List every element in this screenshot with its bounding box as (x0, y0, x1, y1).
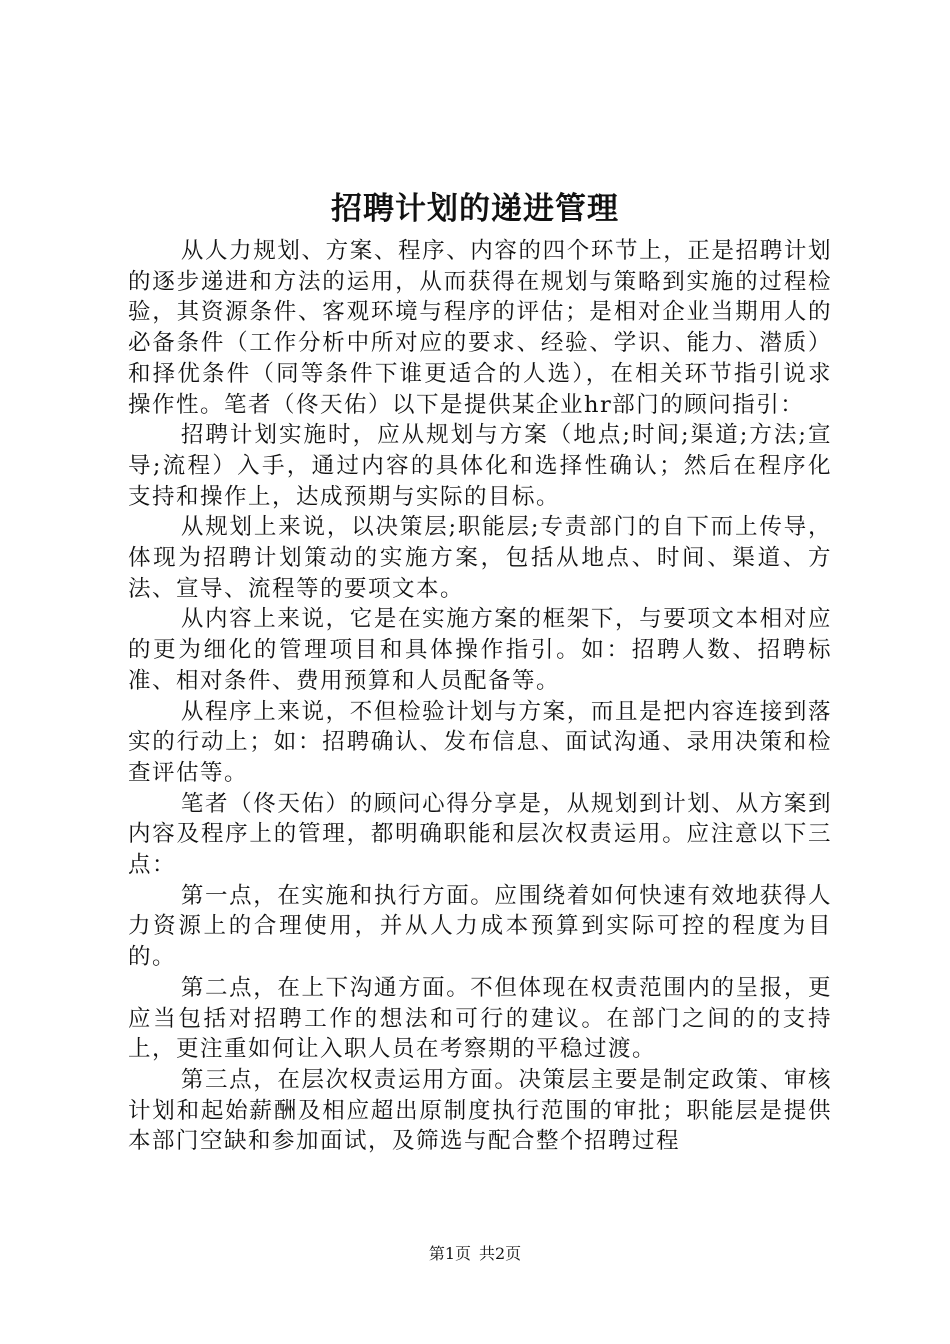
document-body (128, 236, 832, 1157)
paragraph: 第三点，在层次权责运用方面。决策层主要是制定政策、审核计划和起始薪酬及相应超出原制度执行范围的审批；职能层是提供本部门空缺和参加面试，及筛选与配合整个招聘过程 (128, 1066, 832, 1155)
paragraph: 招聘计划实施时，应从规划与方案（地点;时间;渠道;方法;宣导;流程）入手，通过内容的具体化和选择性确认；然后在程序化支持和操作上，达成预期与实际的目标。 (128, 422, 832, 510)
paragraph: 第二点，在上下沟通方面。不但体现在权责范围内的呈报，更应当包括对招聘工作的想法和可行的建议。在部门之间的的支持上，更注重如何让入职人员在考察期的平稳过渡。 (128, 974, 832, 1063)
paragraph: 笔者（佟天佑）的顾问心得分享是，从规划到计划、从方案到内容及程序上的管理，都明确职能和层次权责运用。应注意以下三点： (128, 790, 832, 879)
paragraph: 从程序上来说，不但检验计划与方案，而且是把内容连接到落实的行动上；如：招聘确认、发布信息、面试沟通、录用决策和检查评估等。 (128, 698, 832, 786)
paragraph: 第一点，在实施和执行方面。应围绕着如何快速有效地获得人力资源上的合理使用，并从人力成本预算到实际可控的程度为目的。 (128, 882, 832, 971)
paragraph: 从规划上来说，以决策层;职能层;专责部门的自下而上传导，体现为招聘计划策动的实施方案，包括从地点、时间、渠道、方法、宣导、流程等的要项文本。 (128, 514, 832, 602)
paragraph: 从人力规划、方案、程序、内容的四个环节上，正是招聘计划的逐步递进和方法的运用，从而获得在规划与策略到实施的过程检验，其资源条件、客观环境与程序的评估；是相对企业当期用人的必备条件（工作分析中所对应的要求、经验、学识、能力、潜质）和择优条件（同等条件下谁更适合的人选），在相关环节指引说求操作性。笔者（佟天佑）以下是提供某企业hr部门的顾问指引： (128, 238, 832, 418)
paragraph: 从内容上来说，它是在实施方案的框架下，与要项文本相对应的更为细化的管理项目和具体操作指引。如：招聘人数、招聘标准、相对条件、费用预算和人员配备等。 (128, 606, 832, 694)
page-number: 第1页 (428, 1244, 471, 1263)
page-footer (0, 1243, 950, 1265)
page-total: 共2页 (479, 1244, 522, 1263)
document-title: 招聘计划的递进管理 (331, 191, 619, 227)
